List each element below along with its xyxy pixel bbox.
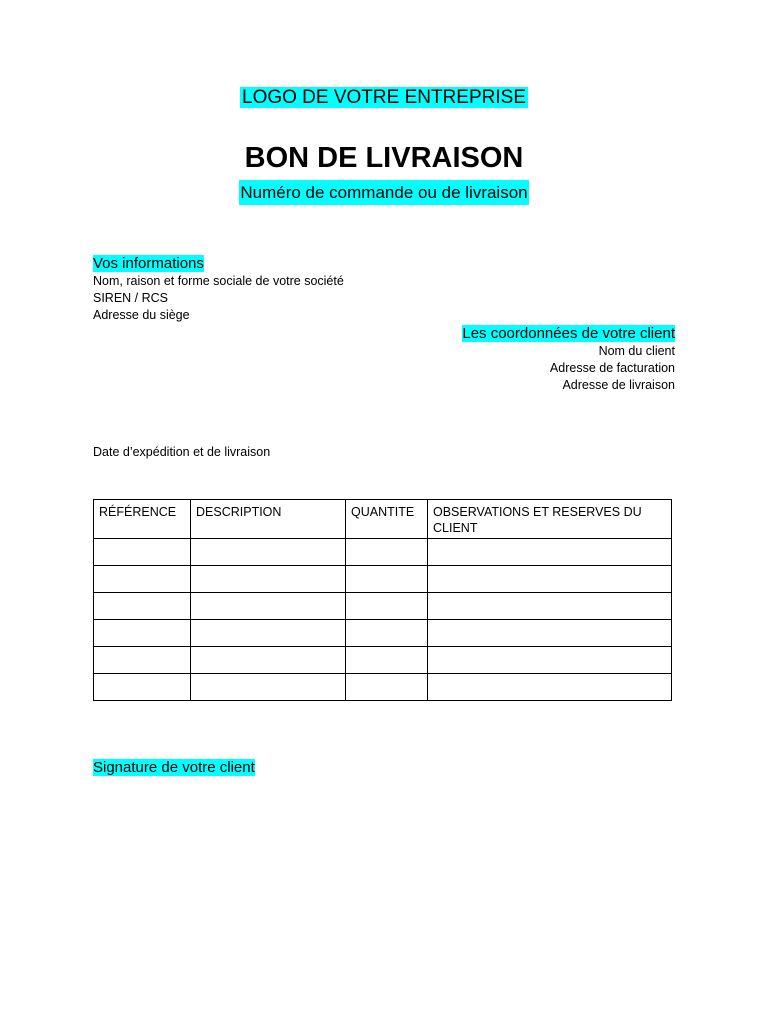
table-row (94, 647, 672, 674)
table-cell[interactable] (428, 539, 672, 566)
table-cell[interactable] (191, 539, 346, 566)
sender-address: Adresse du siège (93, 308, 190, 322)
sender-company-name: Nom, raison et forme sociale de votre société (93, 274, 344, 288)
table-cell[interactable] (191, 593, 346, 620)
table-cell[interactable] (428, 593, 672, 620)
client-heading (462, 324, 675, 343)
table-cell[interactable] (94, 674, 191, 701)
table-row (94, 593, 672, 620)
table-cell[interactable] (191, 566, 346, 593)
table-cell[interactable] (346, 647, 428, 674)
table-header-row (94, 500, 672, 539)
table-row (94, 566, 672, 593)
client-name: Nom du client (598, 344, 675, 358)
sender-heading-text: Vos informations (93, 255, 204, 272)
column-header-reference: RÉFÉRENCE (94, 500, 191, 539)
table-cell[interactable] (346, 539, 428, 566)
sender-details (93, 273, 344, 324)
table-cell[interactable] (94, 566, 191, 593)
client-details (550, 343, 675, 394)
document-title: BON DE LIVRAISON (244, 142, 524, 174)
column-header-description: DESCRIPTION (191, 500, 346, 539)
client-delivery-address: Adresse de livraison (562, 378, 675, 392)
delivery-table (93, 499, 672, 701)
sender-siren: SIREN / RCS (93, 291, 169, 305)
table-cell[interactable] (191, 620, 346, 647)
order-number-line (0, 180, 768, 205)
sender-heading (93, 254, 204, 273)
table-cell[interactable] (94, 620, 191, 647)
client-billing-address: Adresse de facturation (549, 361, 675, 375)
table-row (94, 539, 672, 566)
table-cell[interactable] (428, 674, 672, 701)
table-cell[interactable] (346, 593, 428, 620)
table-cell[interactable] (346, 620, 428, 647)
table-cell[interactable] (191, 647, 346, 674)
logo-placeholder (0, 87, 768, 109)
signature-section (93, 758, 255, 777)
order-number-text: Numéro de commande ou de livraison (239, 180, 528, 205)
logo-placeholder-text: LOGO DE VOTRE ENTREPRISE (242, 87, 526, 108)
table-cell[interactable] (428, 566, 672, 593)
column-header-observations: OBSERVATIONS ET RESERVES DU CLIENT (428, 500, 672, 539)
client-heading-text: Les coordonnées de votre client (462, 325, 675, 342)
table-cell[interactable] (94, 539, 191, 566)
table-row (94, 674, 672, 701)
table-row (94, 620, 672, 647)
table-cell[interactable] (346, 566, 428, 593)
table-cell[interactable] (428, 620, 672, 647)
table-cell[interactable] (346, 674, 428, 701)
signature-label: Signature de votre client (93, 759, 255, 776)
table-cell[interactable] (191, 674, 346, 701)
column-header-quantity: QUANTITE (346, 500, 428, 539)
table-cell[interactable] (94, 593, 191, 620)
table-cell[interactable] (94, 647, 191, 674)
table-cell[interactable] (428, 647, 672, 674)
shipping-date-label: Date d’expédition et de livraison (93, 445, 271, 459)
